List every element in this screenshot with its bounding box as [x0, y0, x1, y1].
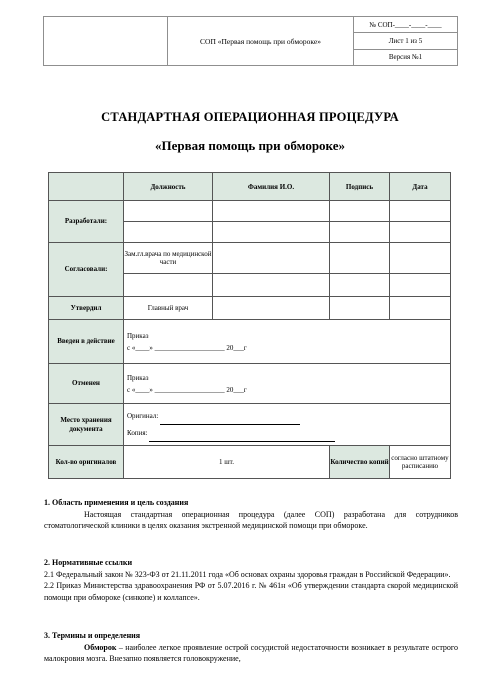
section-3-text: – наиболее легкое проявление острой сосудистой недостаточности возникает в результате острого малокровия мозга. Внезапно появляется головокружение,	[44, 642, 458, 663]
col-header-name: Фамилия И.О.	[213, 173, 330, 201]
col-header-position: Должность	[124, 173, 213, 201]
developed-label: Разработали:	[49, 201, 124, 243]
col-header-date: Дата	[390, 173, 451, 201]
table-header-row	[49, 173, 451, 201]
approved-label: Утвердил	[49, 297, 124, 320]
original-label: Оригинал:	[127, 411, 159, 420]
header-number: № СОП-____-____-____	[354, 17, 457, 33]
section-3	[44, 630, 458, 665]
table-row	[49, 201, 451, 222]
storage-cell	[124, 404, 451, 446]
cancel-order	[124, 364, 451, 404]
table-row	[49, 404, 451, 446]
approval-table	[48, 172, 451, 479]
section-3-term: Обморок	[84, 642, 117, 652]
introduced-order	[124, 320, 451, 364]
introduced-order-date: с «____» ____________________ 20___г	[127, 343, 247, 352]
table-row	[49, 320, 451, 364]
section-2-item-1: 2.1 Федеральный закон № 323-ФЗ от 21.11.2011 года «Об основах охраны здоровья граждан в Российской Федерации».	[44, 569, 451, 579]
col-header-signature: Подпись	[330, 173, 390, 201]
table-row	[49, 297, 451, 320]
header-version: Версия №1	[388, 53, 423, 62]
introduced-label: Введен в действие	[49, 320, 124, 364]
copy-line	[149, 441, 335, 442]
approved-position: Главный врач	[124, 297, 213, 320]
section-1-text: Настоящая стандартная операционная процедура (далее СОП) разработана для сотрудников стоматологической клиники в целях оказания экстренной медицинской помощи при обмороке.	[44, 509, 458, 530]
section-1	[44, 497, 458, 532]
cancel-order-label: Приказ	[127, 373, 149, 382]
header-sop-title: СОП «Первая помощь при обмороке»	[168, 17, 354, 65]
copy-label: Копия:	[127, 428, 148, 437]
copies-staff: согласно штатному расписанию	[390, 446, 451, 479]
cancelled-label: Отменен	[49, 364, 124, 404]
document-subtitle: «Первая помощь при обмороке»	[155, 138, 345, 153]
table-row	[49, 446, 451, 479]
header-sheet: Лист 1 из 5	[354, 33, 457, 49]
table-row	[49, 243, 451, 274]
header-meta	[354, 17, 457, 65]
section-2	[44, 557, 458, 603]
cancel-order-date: с «____» ____________________ 20___г	[127, 385, 247, 394]
section-2-item-2: 2.2 Приказ Министерства здравоохранения РФ от 5.07.2016 г. № 461н «Об утверждении стандарта скорой медицинской помощи при обмороке (синкопе) и коллапсе».	[44, 581, 458, 602]
agreed-label: Согласовали:	[49, 243, 124, 297]
introduced-order-label: Приказ	[127, 331, 149, 340]
header-blank-cell	[44, 17, 168, 65]
copies-count-value: 1 шт.	[124, 446, 330, 479]
section-1-heading: 1. Область применения и цель создания	[44, 498, 189, 507]
section-3-heading: 3. Термины и определения	[44, 631, 141, 640]
agreed-position: Зам.гл.врача по медицинской части	[124, 243, 213, 274]
document-header	[43, 16, 458, 66]
table-row	[49, 364, 451, 404]
storage-label: Место хранения документа	[49, 404, 124, 446]
section-2-heading: 2. Нормативные ссылки	[44, 558, 133, 567]
document-title: СТАНДАРТНАЯ ОПЕРАЦИОННАЯ ПРОЦЕДУРА	[101, 110, 399, 124]
corner-cell	[49, 173, 124, 201]
copies-qty-label: Количество копий	[330, 446, 390, 479]
copies-count-label: Кол-во оригиналов	[49, 446, 124, 479]
